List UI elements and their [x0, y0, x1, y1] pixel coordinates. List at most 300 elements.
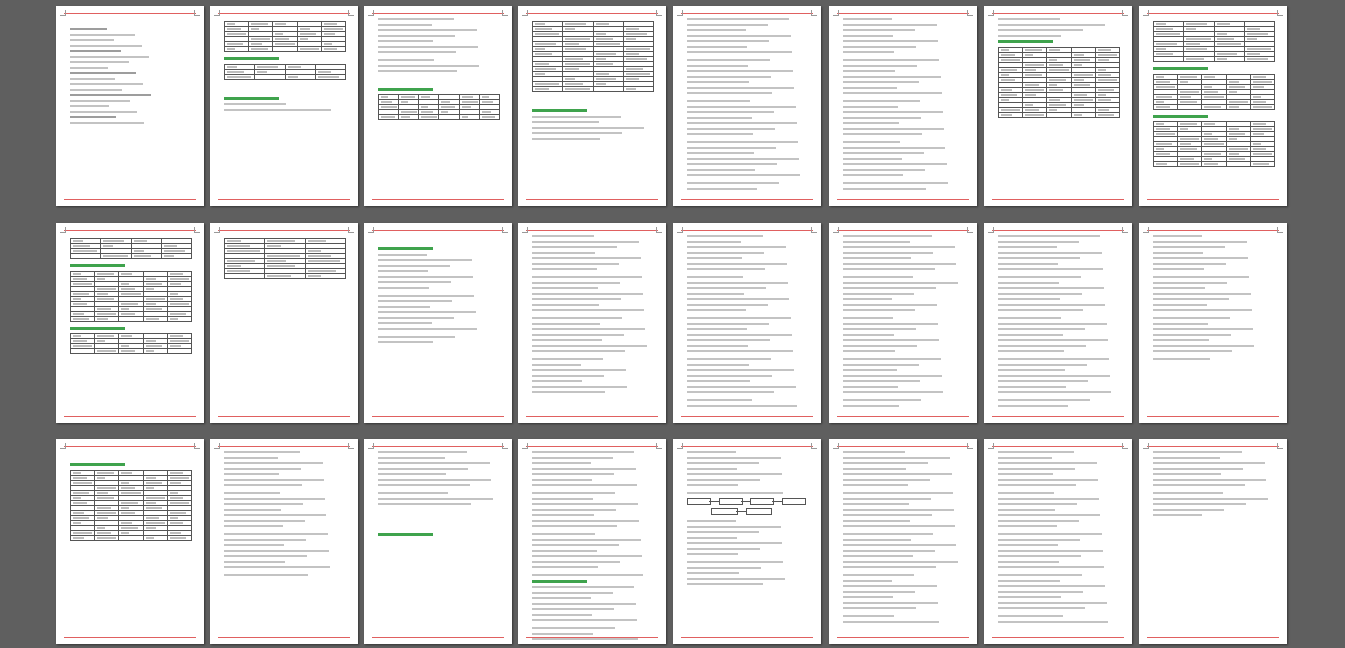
- cell-text: [1025, 94, 1036, 96]
- page-content: [532, 235, 654, 413]
- text-line: [998, 293, 1082, 295]
- text-line: [378, 473, 446, 475]
- text-line: [1153, 451, 1242, 453]
- text-line: [378, 457, 445, 459]
- page-thumbnail[interactable]: [673, 223, 821, 423]
- text-line: [532, 574, 643, 576]
- cell-text: [596, 63, 613, 65]
- text-line: [687, 492, 783, 494]
- text-line: [843, 514, 932, 516]
- text-line: [998, 350, 1064, 352]
- text-line: [378, 322, 432, 324]
- cell-text: [1253, 96, 1261, 98]
- text-line: [843, 235, 932, 237]
- cell-text: [1074, 74, 1093, 76]
- text-line: [378, 70, 457, 72]
- cell-text: [1253, 86, 1264, 88]
- cell-text: [1025, 69, 1036, 71]
- text-line: [687, 462, 759, 464]
- text-line: [843, 276, 913, 278]
- cell-text: [308, 250, 322, 252]
- cell-text: [73, 477, 87, 479]
- text-line: [687, 128, 775, 130]
- margin-mark: [348, 227, 354, 233]
- cell-text: [103, 240, 124, 242]
- table-cell: [71, 254, 101, 259]
- text-line: [843, 525, 955, 527]
- text-line: [378, 468, 468, 470]
- cell-text: [1098, 59, 1109, 61]
- cell-text: [1098, 114, 1115, 116]
- text-line: [1153, 241, 1247, 243]
- text-line: [378, 336, 455, 338]
- cell-text: [1025, 114, 1044, 116]
- text-line: [843, 92, 942, 94]
- cell-text: [1098, 109, 1109, 111]
- page-thumbnail[interactable]: [518, 223, 666, 423]
- margin-mark: [1122, 227, 1128, 233]
- footer-rule: [992, 637, 1124, 638]
- text-line: [687, 484, 738, 486]
- page-thumbnail[interactable]: [210, 439, 358, 644]
- table-cell: [1095, 112, 1119, 117]
- text-line: [532, 287, 598, 289]
- cell-text: [1001, 54, 1015, 56]
- text-line: [687, 276, 743, 278]
- cell-text: [1074, 54, 1085, 56]
- cell-text: [170, 502, 189, 504]
- page-thumbnail[interactable]: [984, 439, 1132, 644]
- cell-text: [97, 313, 116, 315]
- cell-text: [1253, 76, 1267, 78]
- table: [1153, 74, 1275, 110]
- cell-text: [535, 48, 545, 50]
- text-line: [687, 29, 746, 31]
- text-line: [843, 182, 948, 184]
- margin-mark: [502, 443, 508, 449]
- cell-text: [73, 293, 89, 295]
- table-cell: [1184, 57, 1214, 62]
- cell-text: [565, 78, 575, 80]
- cell-text: [308, 275, 322, 277]
- cell-text: [1204, 158, 1212, 160]
- page-thumbnail[interactable]: [984, 223, 1132, 423]
- text-line: [843, 317, 893, 319]
- page-thumbnail[interactable]: [56, 6, 204, 206]
- table-row: [71, 254, 192, 259]
- cell-text: [1186, 48, 1207, 50]
- text-line: [843, 468, 906, 470]
- cell-text: [535, 28, 552, 30]
- text-line: [998, 473, 1053, 475]
- cell-text: [324, 33, 335, 35]
- table-cell: [95, 316, 119, 321]
- text-line: [224, 462, 323, 464]
- table-cell: [265, 274, 305, 279]
- text-line: [1153, 317, 1230, 319]
- cell-text: [1049, 69, 1068, 71]
- text-line: [224, 520, 305, 522]
- cell-text: [170, 303, 189, 305]
- margin-mark: [677, 443, 683, 449]
- text-line: [687, 309, 746, 311]
- text-line: [843, 399, 921, 401]
- table-cell: [1071, 112, 1095, 117]
- table-cell: [161, 254, 191, 259]
- cell-text: [1001, 59, 1020, 61]
- table-cell: [1244, 57, 1274, 62]
- spacer: [378, 509, 500, 521]
- cell-text: [421, 111, 432, 113]
- page-thumbnail[interactable]: [210, 223, 358, 423]
- text-line: [378, 451, 467, 453]
- cell-text: [1156, 148, 1164, 150]
- cell-text: [1247, 38, 1257, 40]
- text-line: [532, 603, 636, 605]
- page-thumbnail[interactable]: [364, 6, 512, 206]
- cell-text: [267, 245, 281, 247]
- cell-text: [1074, 104, 1085, 106]
- flow-arrow: [736, 511, 746, 512]
- page-thumbnail[interactable]: [1139, 439, 1287, 644]
- text-line: [843, 133, 922, 135]
- cell-text: [626, 53, 640, 55]
- cell-text: [121, 293, 140, 295]
- cell-text: [1001, 74, 1009, 76]
- cell-text: [462, 96, 473, 98]
- cell-text: [1001, 69, 1017, 71]
- text-line: [998, 615, 1063, 617]
- text-line: [224, 509, 281, 511]
- text-line: [1153, 257, 1248, 259]
- text-line: [843, 602, 938, 604]
- text-line: [532, 121, 599, 123]
- cell-text: [267, 255, 300, 257]
- table-cell: [167, 535, 191, 540]
- header-rule: [64, 230, 196, 231]
- cell-text: [1204, 163, 1218, 165]
- header-rule: [372, 446, 504, 447]
- table: [70, 470, 192, 541]
- cell-text: [1049, 89, 1063, 91]
- cell-text: [1074, 79, 1085, 81]
- page-thumbnail[interactable]: [829, 439, 977, 644]
- text-line: [532, 364, 581, 366]
- text-line: [998, 304, 1105, 306]
- text-line: [532, 369, 626, 371]
- cell-text: [300, 38, 308, 40]
- text-line: [532, 276, 642, 278]
- text-line: [687, 405, 797, 407]
- cell-text: [146, 298, 165, 300]
- header-rule: [837, 446, 969, 447]
- text-line: [378, 46, 478, 48]
- cell-text: [170, 345, 181, 347]
- table-cell: [1178, 162, 1202, 167]
- cell-text: [626, 88, 636, 90]
- text-line: [998, 525, 1057, 527]
- text-line: [687, 117, 752, 119]
- cell-text: [565, 28, 575, 30]
- table-cell: [131, 254, 161, 259]
- margin-mark: [1277, 227, 1283, 233]
- cell-text: [1217, 43, 1241, 45]
- table-cell: [1250, 162, 1274, 167]
- margin-mark: [967, 443, 973, 449]
- cell-text: [421, 96, 430, 98]
- text-line: [843, 40, 938, 42]
- cell-text: [73, 240, 83, 242]
- cell-text: [308, 255, 331, 257]
- text-line: [843, 46, 916, 48]
- cell-text: [170, 492, 178, 494]
- text-line: [532, 257, 641, 259]
- footer-rule: [64, 416, 196, 417]
- cell-text: [227, 23, 235, 25]
- text-line: [532, 627, 615, 629]
- margin-mark: [811, 443, 817, 449]
- heading-line: [70, 463, 125, 466]
- cell-text: [1186, 58, 1203, 60]
- heading-line: [70, 327, 125, 330]
- text-line: [1153, 345, 1254, 347]
- cell-text: [1098, 89, 1115, 91]
- text-line: [843, 328, 916, 330]
- cell-text: [1180, 128, 1188, 130]
- text-line: [532, 252, 595, 254]
- cell-text: [97, 487, 116, 489]
- cell-text: [146, 537, 154, 539]
- table-cell: [167, 316, 191, 321]
- footer-rule: [218, 637, 350, 638]
- footer-rule: [837, 199, 969, 200]
- text-line: [843, 503, 909, 505]
- text-line: [224, 109, 331, 111]
- text-line: [843, 498, 931, 500]
- table-cell: [1202, 162, 1226, 167]
- cell-text: [170, 477, 189, 479]
- text-line: [843, 457, 950, 459]
- text-line: [843, 51, 894, 53]
- page-thumbnail[interactable]: [518, 439, 666, 644]
- cell-text: [1156, 143, 1172, 145]
- text-line: [998, 252, 1102, 254]
- flow-diagram: [687, 498, 809, 516]
- text-line: [687, 106, 796, 108]
- table-cell: [1154, 162, 1178, 167]
- page-thumbnail[interactable]: [56, 223, 204, 423]
- text-line: [378, 59, 434, 61]
- text-line: [843, 380, 920, 382]
- cell-text: [1180, 76, 1196, 78]
- header-rule: [372, 230, 504, 231]
- text-line: [1153, 246, 1225, 248]
- text-line: [532, 304, 599, 306]
- text-line: [998, 498, 1099, 500]
- footer-rule: [526, 416, 658, 417]
- text-line: [378, 479, 491, 481]
- text-line: [687, 451, 736, 453]
- text-line: [843, 544, 956, 546]
- cell-text: [1229, 106, 1240, 108]
- text-line: [687, 24, 768, 26]
- text-line: [1153, 276, 1249, 278]
- cell-text: [267, 265, 295, 267]
- cell-text: [227, 43, 243, 45]
- cell-text: [1253, 163, 1270, 165]
- text-line: [687, 526, 781, 528]
- page-thumbnail[interactable]: [364, 439, 512, 644]
- header-rule: [837, 230, 969, 231]
- cell-text: [146, 345, 162, 347]
- cell-text: [1025, 54, 1033, 56]
- header-rule: [681, 446, 813, 447]
- page-thumbnail[interactable]: [56, 439, 204, 644]
- text-line: [843, 122, 899, 124]
- cell-text: [1074, 64, 1082, 66]
- cell-text: [535, 53, 552, 55]
- flow-arrow: [772, 501, 782, 502]
- table-cell: [1154, 57, 1184, 62]
- page-thumbnail[interactable]: [1139, 6, 1287, 206]
- page-thumbnail[interactable]: [673, 6, 821, 206]
- text-line: [843, 555, 913, 557]
- flow-box: [746, 508, 772, 515]
- page-thumbnail[interactable]: [518, 6, 666, 206]
- cell-text: [1229, 148, 1248, 150]
- cell-text: [257, 71, 267, 73]
- margin-mark: [1143, 443, 1149, 449]
- cell-text: [1156, 81, 1170, 83]
- text-line: [687, 282, 788, 284]
- text-line: [532, 127, 644, 129]
- text-line: [998, 602, 1107, 604]
- cell-text: [170, 512, 187, 514]
- text-line: [843, 591, 915, 593]
- table-row: [225, 74, 346, 79]
- text-line: [378, 462, 490, 464]
- cell-text: [97, 517, 108, 519]
- text-line: [687, 531, 759, 533]
- text-line: [687, 235, 763, 237]
- text-line: [1153, 263, 1226, 265]
- cell-text: [318, 71, 332, 73]
- text-line: [532, 380, 582, 382]
- cell-text: [1074, 99, 1093, 101]
- page-thumbnail[interactable]: [364, 223, 512, 423]
- cell-text: [121, 273, 132, 275]
- text-line: [998, 509, 1055, 511]
- footer-rule: [372, 199, 504, 200]
- text-line: [532, 457, 613, 459]
- cell-text: [441, 106, 455, 108]
- heading-line: [532, 580, 587, 583]
- text-line: [998, 317, 1061, 319]
- cell-text: [381, 101, 392, 103]
- cell-text: [1247, 58, 1268, 60]
- cell-text: [288, 66, 302, 68]
- text-line: [998, 596, 1061, 598]
- page-content: [843, 235, 965, 413]
- page-content: [998, 18, 1120, 196]
- text-line: [532, 345, 647, 347]
- text-line: [532, 263, 619, 265]
- text-line: [224, 103, 286, 105]
- cell-text: [1049, 79, 1065, 81]
- page-thumbnail[interactable]: [210, 6, 358, 206]
- cell-text: [1253, 143, 1261, 145]
- page-thumbnail[interactable]: [1139, 223, 1287, 423]
- table-cell: [439, 115, 459, 120]
- page-thumbnail[interactable]: [829, 223, 977, 423]
- text-line: [532, 386, 627, 388]
- text-line: [843, 65, 917, 67]
- cell-text: [251, 43, 262, 45]
- text-line: [843, 405, 899, 407]
- text-line: [1153, 287, 1205, 289]
- page-thumbnail[interactable]: [673, 439, 821, 644]
- cell-text: [1156, 76, 1164, 78]
- header-rule: [837, 13, 969, 14]
- margin-mark: [214, 443, 220, 449]
- table-cell: [593, 87, 623, 92]
- cell-text: [1180, 123, 1196, 125]
- text-line: [1153, 323, 1208, 325]
- cell-text: [227, 48, 235, 50]
- text-line: [687, 542, 782, 544]
- cell-text: [1156, 96, 1172, 98]
- cell-text: [401, 116, 410, 118]
- cell-text: [565, 88, 589, 90]
- text-line: [998, 468, 1075, 470]
- text-line: [843, 152, 924, 154]
- text-line: [532, 525, 617, 527]
- page-thumbnail[interactable]: [829, 6, 977, 206]
- cell-text: [146, 497, 165, 499]
- text-line: [998, 462, 1097, 464]
- text-line: [998, 263, 1058, 265]
- cell-text: [1025, 84, 1039, 86]
- text-line: [532, 597, 591, 599]
- cell-text: [170, 335, 184, 337]
- text-line: [378, 317, 454, 319]
- margin-mark: [368, 10, 374, 16]
- cell-text: [1180, 143, 1191, 145]
- text-line: [224, 498, 325, 500]
- cell-text: [227, 33, 246, 35]
- cell-text: [318, 76, 339, 78]
- text-line: [224, 539, 306, 541]
- text-line: [998, 585, 1105, 587]
- cell-text: [1204, 153, 1220, 155]
- cell-text: [1049, 64, 1063, 66]
- text-line: [843, 509, 954, 511]
- margin-mark: [214, 227, 220, 233]
- cell-text: [164, 255, 174, 257]
- cell-text: [1253, 123, 1267, 125]
- margin-mark: [656, 10, 662, 16]
- cell-text: [1204, 76, 1215, 78]
- cell-text: [1180, 81, 1188, 83]
- text-line: [687, 40, 769, 42]
- text-line: [687, 457, 781, 459]
- cell-text: [121, 472, 132, 474]
- table-cell: [119, 349, 143, 354]
- text-line: [224, 492, 280, 494]
- page-thumbnail[interactable]: [984, 6, 1132, 206]
- cell-text: [441, 101, 450, 103]
- cell-text: [251, 23, 267, 25]
